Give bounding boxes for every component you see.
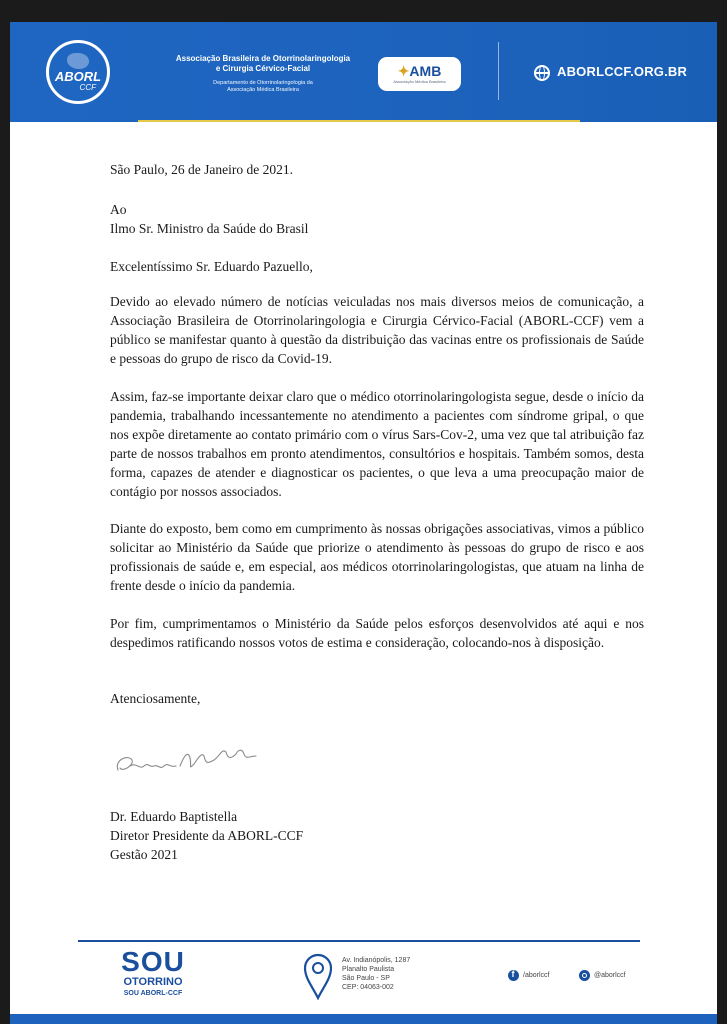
recipient-line1: Ao xyxy=(110,202,127,217)
recipient-line2: Ilmo Sr. Ministro da Saúde do Brasil xyxy=(110,221,309,236)
address-line2: Planalto Paulista xyxy=(342,966,395,973)
handwritten-signature xyxy=(110,736,270,784)
salutation: Excelentíssimo Sr. Eduardo Pazuello, xyxy=(110,259,313,274)
org-name-line1: Associação Brasileira de Otorrinolaringologia xyxy=(175,54,351,63)
letterhead-gold-rule xyxy=(138,120,580,122)
header-divider xyxy=(498,42,499,100)
amb-logo xyxy=(378,57,461,91)
dept-line2: Associação Médica Brasileira xyxy=(227,87,299,93)
top-dark-band xyxy=(10,0,717,22)
sou-otorrino-logo xyxy=(108,948,198,1006)
paragraph-3: Diante do exposto, bem como em cumprimento às nossas obrigações associativas, vimos a público solicitar ao Ministério da Saúde que priorize o atendimento às pessoas do grupo de risco e aos profissionais de saúde e, em especial, aos médicos otorrinolaringologistas, que atuam na linha de frente desde o início da pandemia. xyxy=(110,521,644,593)
letter-date: São Paulo, 26 de Janeiro de 2021. xyxy=(110,162,293,177)
campaign-line1: SOU xyxy=(121,946,185,977)
amb-logo-text: AMB xyxy=(409,63,442,79)
signer-name: Dr. Eduardo Baptistella xyxy=(110,809,238,824)
logo-text: ABORL xyxy=(54,68,102,84)
dept-line1: Departamento de Otorrinolaringologia da xyxy=(213,80,313,86)
paragraph-1: Devido ao elevado número de notícias veiculadas nos mais diversos meios de comunicação, a Associação Brasileira de Otorrinolaringologia e Cirurgia Cérvico-Facial (ABORL-CCF) vem a público se manifestar quanto à questão da distribuição das vacinas entre os profissionais de Saúde e pessoas do grupo de risco da Covid-19. xyxy=(110,294,644,366)
paragraph-2: Assim, faz-se importante deixar claro que o médico otorrinolaringologista segue, desde o início da pandemia, trabalhando incessantemente no atendimento a pacientes com síndrome gripal, o que nos expõe diretamente ao contato primário com o vírus Sars-Cov-2, uma vez que tal atribuição faz parte de nossos trabalhos em pronto atendimentos, consultórios e hospitais. Também somos, desta forma, capazes de atender e diagnosticar os pacientes, o que leva a uma preocupação maior de contágio por nossos associados. xyxy=(110,389,644,499)
location-pin-icon xyxy=(302,952,334,1000)
instagram-handle: @aborlccf xyxy=(594,972,626,979)
aborl-logo xyxy=(46,40,110,104)
facebook-handle: /aborlccf xyxy=(523,972,550,979)
instagram-link[interactable] xyxy=(579,970,626,981)
signer-term: Gestão 2021 xyxy=(110,847,178,862)
logo-subtext: CCF xyxy=(79,82,96,92)
amb-subtext: Associação Médica Brasileira xyxy=(393,79,446,84)
facebook-icon xyxy=(508,970,519,981)
letter-page xyxy=(10,0,717,1024)
organization-name xyxy=(148,54,378,94)
campaign-line3: SOU ABORL-CCF xyxy=(123,990,183,997)
signer-title: Diretor Presidente da ABORL-CCF xyxy=(110,828,304,843)
footer-rule xyxy=(78,940,640,942)
facebook-link[interactable] xyxy=(508,970,549,981)
footer-band xyxy=(10,1014,717,1024)
address-line3: São Paulo - SP xyxy=(342,975,390,982)
brazil-map-icon xyxy=(67,53,89,69)
recipient xyxy=(110,200,644,238)
closing: Atenciosamente, xyxy=(110,691,201,706)
globe-icon xyxy=(534,65,550,81)
signer-block xyxy=(110,807,644,864)
amb-mark-icon: ✦ xyxy=(397,63,410,79)
instagram-icon xyxy=(579,970,590,981)
address xyxy=(342,956,410,992)
address-line1: Av. Indianópolis, 1287 xyxy=(342,957,411,964)
paragraph-4: Por fim, cumprimentamos o Ministério da Saúde pelos esforços desenvolvidos até aqui e nos despedimos ratificando nossos votos de estima e consideração, colocando-nos à disposição. xyxy=(110,616,644,650)
address-line4: CEP: 04063-002 xyxy=(342,984,394,991)
campaign-line2: OTORRINO xyxy=(123,976,183,988)
website-link[interactable]: ABORLCCF.ORG.BR xyxy=(557,64,688,79)
org-name-line2: e Cirurgia Cérvico-Facial xyxy=(215,64,311,73)
